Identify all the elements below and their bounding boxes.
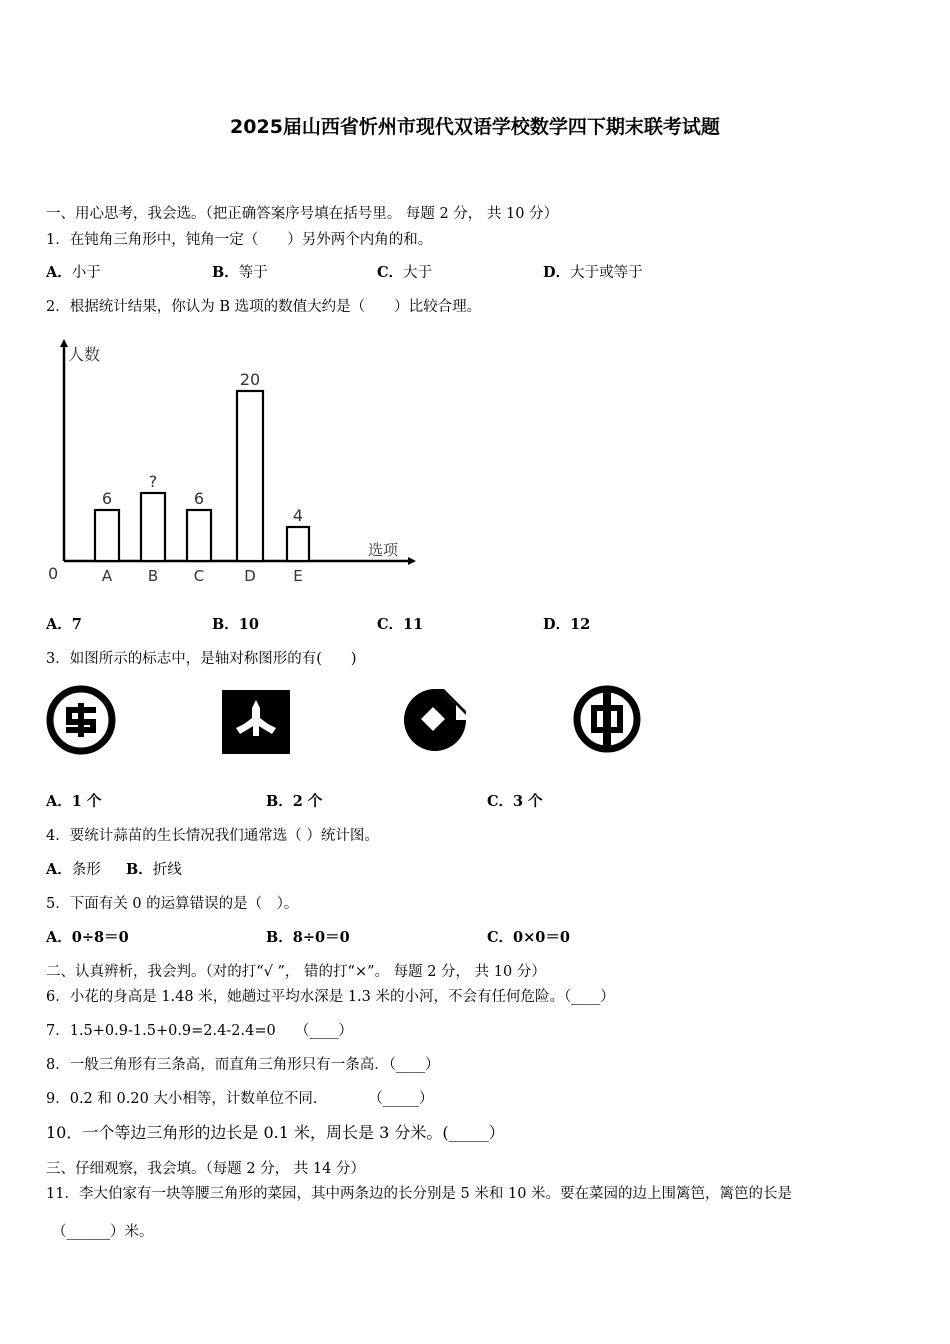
page-title: 2025届山西省忻州市现代双语学校数学四下期末联考试题 xyxy=(230,116,720,138)
q4-option-a[interactable]: A．条形 xyxy=(46,861,101,878)
q3-option-c[interactable]: C．3 个 xyxy=(487,793,543,810)
q1-option-d[interactable]: D．大于或等于 xyxy=(543,264,643,281)
tick-label-E: E xyxy=(293,567,303,585)
x-axis-label: 选项 xyxy=(368,541,399,559)
section2-header: 二、认真辨析，我会判。（对的打“√ ”， 错的打“×”。 每题 2 分， 共 10 分） xyxy=(46,964,546,980)
tick-label-D: D xyxy=(244,567,256,585)
q6-text: 6．小花的身高是 1.48 米，她趟过平均水深是 1.3 米的小河，不会有任何危险。（____） xyxy=(46,989,615,1005)
q2-text: 2．根据统计结果，你认为 B 选项的数值大约是（ ）比较合理。 xyxy=(46,299,482,315)
q9-text: 9．0.2 和 0.20 大小相等，计数单位不同. （_____） xyxy=(46,1091,434,1107)
section1-header: 一、用心思考，我会选。（把正确答案序号填在括号里。 每题 2 分， 共 10 分） xyxy=(46,206,559,222)
bar-A xyxy=(95,510,119,561)
q1-text: 1．在钝角三角形中，钝角一定（ ）另外两个内角的和。 xyxy=(46,232,433,248)
bar-B xyxy=(141,493,165,561)
logo-icbc-icon xyxy=(44,683,118,757)
q5-text: 5．下面有关 0 的运算错误的是（ ）。 xyxy=(46,896,299,912)
q1-option-c[interactable]: C．大于 xyxy=(377,264,433,281)
data-label-C: 6 xyxy=(193,489,205,508)
x-axis-arrow xyxy=(408,557,416,565)
q5-option-a[interactable]: A．0÷8＝0 xyxy=(46,929,129,946)
section3-header: 三、仔细观察，我会填。（每题 2 分， 共 14 分） xyxy=(46,1161,365,1177)
tick-label-A: A xyxy=(101,567,113,585)
q1-option-b[interactable]: B．等于 xyxy=(212,264,268,281)
q7-text: 7．1.5+0.9-1.5+0.9=2.4-2.4=0 （____） xyxy=(46,1023,353,1039)
logo-ccb-construction-icon xyxy=(222,690,290,754)
data-label-A: 6 xyxy=(101,489,113,508)
q2-option-c[interactable]: C．11 xyxy=(377,616,424,633)
bar-chart xyxy=(40,335,420,595)
logo-boc-icon xyxy=(572,684,642,754)
y-axis-label: 人数 xyxy=(68,345,101,364)
y-axis-arrow xyxy=(60,339,68,347)
q3-option-b[interactable]: B．2 个 xyxy=(266,793,323,810)
q11-text-line1: 11．李大伯家有一块等腰三角形的菜园，其中两条边的长分别是 5 米和 10 米。要在菜园的边上围篱笆，篱笆的长是 xyxy=(46,1186,793,1202)
q11-text-line2: （______）米。 xyxy=(52,1224,154,1240)
tick-label-B: B xyxy=(147,567,159,585)
bar-D xyxy=(237,391,263,561)
q10-text: 10．一个等边三角形的边长是 0.1 米，周长是 3 分米。(_____） xyxy=(46,1123,505,1142)
q1-option-a[interactable]: A．小于 xyxy=(46,264,101,281)
q2-option-d[interactable]: D．12 xyxy=(543,616,591,633)
q2-option-a[interactable]: A．7 xyxy=(46,616,82,633)
bar-C xyxy=(187,510,211,561)
data-label-B: ? xyxy=(148,472,158,491)
q4-option-b[interactable]: B．折线 xyxy=(126,861,182,878)
q5-option-c[interactable]: C．0×0＝0 xyxy=(487,929,570,946)
logo-ccb-diamond-icon xyxy=(400,685,470,755)
tick-label-C: C xyxy=(193,567,205,585)
q2-option-b[interactable]: B．10 xyxy=(212,616,259,633)
q3-text: 3．如图所示的标志中，是轴对称图形的有( ) xyxy=(46,651,357,667)
q4-text: 4．要统计蒜苗的生长情况我们通常选（ ）统计图。 xyxy=(46,828,379,844)
bar-E xyxy=(287,527,309,561)
origin-label: 0 xyxy=(48,564,59,583)
q3-option-a[interactable]: A．1 个 xyxy=(46,793,102,810)
q5-option-b[interactable]: B．8÷0＝0 xyxy=(266,929,350,946)
data-label-E: 4 xyxy=(292,506,304,525)
data-label-D: 20 xyxy=(239,370,261,389)
q8-text: 8．一般三角形有三条高，而直角三角形只有一条高．（____） xyxy=(46,1057,440,1073)
